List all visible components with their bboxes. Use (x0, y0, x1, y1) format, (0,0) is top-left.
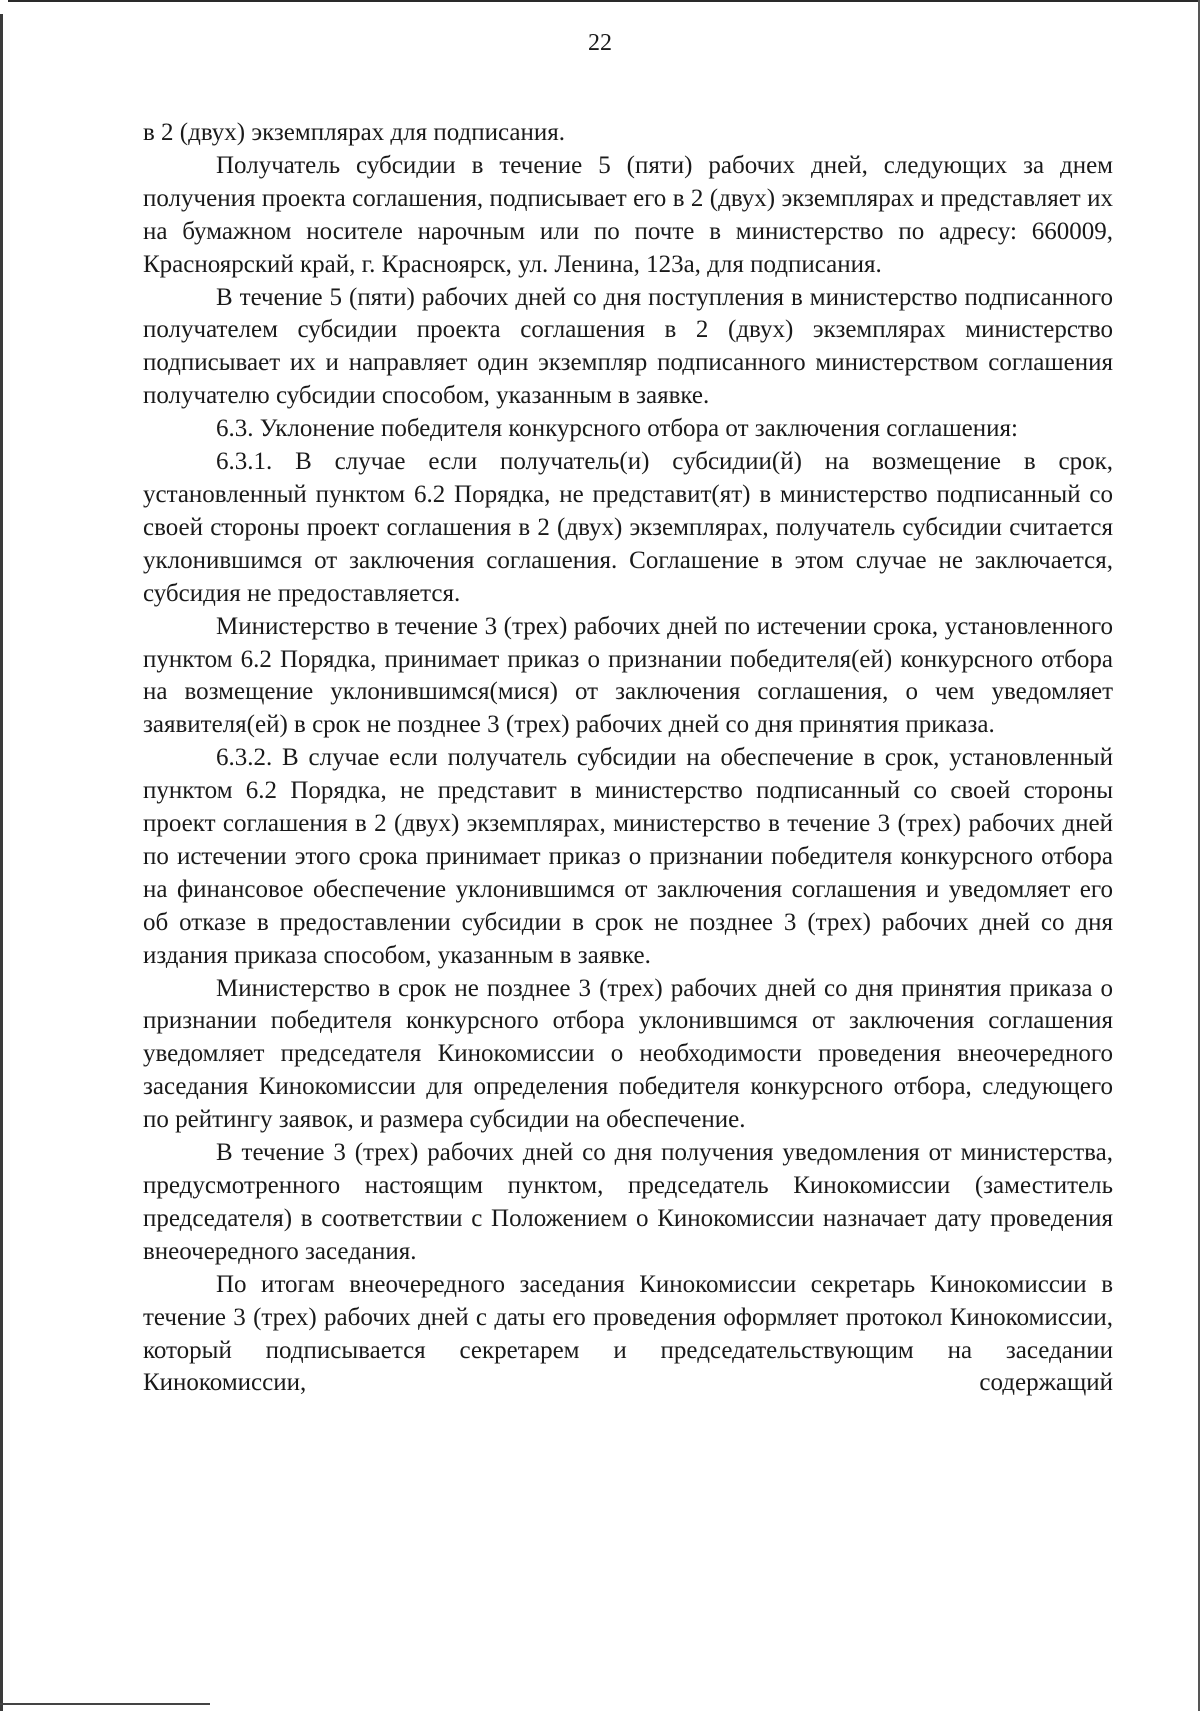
paragraph: 6.3.2. В случае если получатель субсидии на обеспечение в срок, установленный пунктом 6.2 Порядка, не представит в министерство подписанный со своей стороны проект соглашения в 2 (двух) экземплярах, министерство в течение 3 (трех) рабочих дней по истечении этого срока принимает приказ о признании победителя конкурсного отбора на финансовое обеспечение уклонившимся от заключения соглашения и уведомляет его об отказе в предоставлении субсидии в срок не позднее 3 (трех) рабочих дней со дня издания приказа способом, указанным в заявке. (143, 744, 1113, 969)
section-heading-6-3: 6.3. Уклонение победителя конкурсного отбора от заключения соглашения: (216, 415, 1018, 443)
scan-border-top (8, 0, 1200, 2)
paragraph: В течение 3 (трех) рабочих дней со дня получения уведомления от министерства, предусмотренного настоящим пунктом, председатель Кинокомиссии (заместитель председателя) в соответствии с Положением о Кинокомиссии назначает дату проведения внеочередного заседания. (143, 1139, 1113, 1265)
scan-border-bottom (0, 1703, 210, 1705)
paragraph: Министерство в течение 3 (трех) рабочих дней по истечении срока, установленного пунктом 6.2 Порядка, принимает приказ о признании победителя(ей) конкурсного отбора на возмещение уклонившимся(мися) от заключения соглашения, о чем уведомляет заявителя(ей) в срок не позднее 3 (трех) рабочих дней со дня принятия приказа. (143, 612, 1113, 739)
paragraph: Получатель субсидии в течение 5 (пяти) рабочих дней, следующих за днем получения проекта соглашения, подписывает его в 2 (двух) экземплярах и представляет их на бумажном носителе нарочным или по почте в министерство по адресу: 660009, Красноярский край, г. Красноярск, ул. Ленина, 123а, для подписания. (143, 151, 1113, 278)
scan-border-left (0, 14, 3, 1711)
page-number: 22 (588, 30, 612, 56)
paragraph: в 2 (двух) экземплярах для подписания. (143, 119, 565, 146)
paragraph: В течение 5 (пяти) рабочих дней со дня поступления в министерство подписанного получателем субсидии проекта соглашения в 2 (двух) экземплярах министерство подписывает их и направляет один экземпляр подписанного министерством соглашения получателю субсидии способом, указанным в заявке. (143, 283, 1113, 410)
paragraph: Министерство в срок не позднее 3 (трех) рабочих дней со дня принятия приказа о признании победителя конкурсного отбора уклонившимся от заключения соглашения уведомляет председателя Кинокомиссии о необходимости проведения внеочередного заседания Кинокомиссии для определения победителя конкурсного отбора, следующего по рейтингу заявок, и размера субсидии на обеспечение. (143, 974, 1113, 1134)
paragraph: 6.3.1. В случае если получатель(и) субсидии(й) на возмещение в срок, установленный пунктом 6.2 Порядка, не представит(ят) в министерство подписанный со своей стороны проект соглашения в 2 (двух) экземплярах, получатель субсидии считается уклонившимся от заключения соглашения. Соглашение в этом случае не заключается, субсидия не предоставляется. (143, 448, 1113, 607)
paragraph: По итогам внеочередного заседания Кинокомиссии секретарь Кинокомиссии в течение 3 (трех) рабочих дней с даты его проведения оформляет протокол Кинокомиссии, который подписывается секретарем и председательствующим на заседании Кинокомиссии, содержащий (143, 1270, 1113, 1397)
document-body (143, 117, 1113, 1400)
